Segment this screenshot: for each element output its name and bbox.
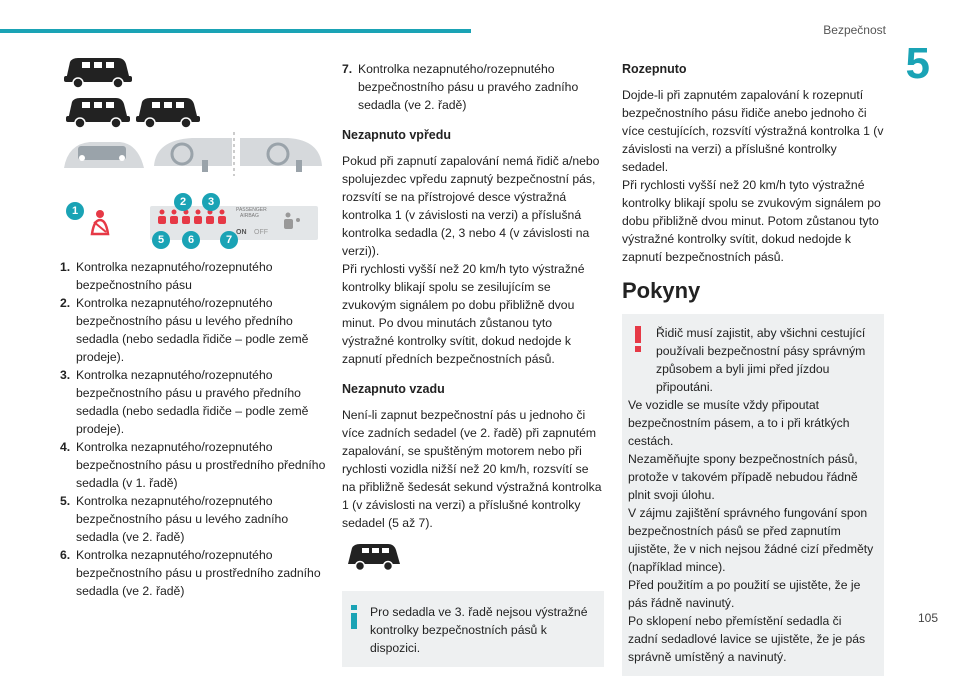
heading-front: Nezapnuto vpředu (342, 128, 452, 142)
van-icon (342, 542, 402, 572)
van-icon (66, 98, 130, 128)
list-item: 4. Kontrolka nezapnutého/rozepnutého bezpečnostního pásu u prostředního předního sedadla (v 1. řadě) (60, 440, 326, 490)
heading-instructions: Pokyny (622, 278, 701, 303)
hint-text: Pro sedadla ve 3. řadě nejsou výstražné kontrolky bezpečnostních pásů k dispozici. (370, 605, 588, 655)
callout-2: 2 (174, 193, 192, 211)
instruction-line: Před použitím a po použití se ujistěte, že je pás řádně navinutý. (628, 578, 861, 610)
seatbelt-warning-figure (58, 48, 328, 248)
van-icon (64, 58, 132, 88)
instruction-line: V zájmu zajištění správného fungování spon bezpečnostních pásů se před zapnutím ujistěte, že v nich nejsou žádné cizí předměty (například mince). (628, 506, 874, 574)
list-item: 6. Kontrolka nezapnutého/rozepnutého bezpečnostního pásu u prostředního zadního sedadla (ve 2. řadě) (60, 548, 321, 598)
dashboard-icon (64, 142, 144, 168)
indicator-list-column (60, 258, 330, 600)
page-number: 105 (917, 611, 938, 625)
unbuckling-paragraph-2: Při rychlosti vyšší než 20 km/h tyto výstražné kontrolky blikají spolu se zvukovým signálem po dobu přibližně dvou minut. Potom zůstanou tyto výstražné kontrolky svítit, dokud nedojde k zapnutí bezpečnostních pásů. (622, 178, 881, 264)
seatbelt-warning-icon (92, 210, 108, 234)
chapter-number: 5 (905, 39, 930, 88)
front-paragraph-2: Při rychlosti vyšší než 20 km/h tyto výstražné kontrolky blikají spolu se zesilujícím se zvukovým signálem po dobu přibližně dvou minut. Po dvou minutách zůstanou tyto výstražné kontrolky svítit, dokud nedojde k zapnutí předních bezpečnostních pásů. (342, 262, 585, 366)
front-paragraph-1: Pokud při zapnutí zapalování nemá řidič a/nebo spolujezdec vpředu zapnutý bezpečnostní pás, rozsvítí se na přístrojové desce výstražná kontrolka 1 (v závislosti na verzi) a příslušná kontrolka sedadla (2, 3 nebo 4 (v závislosti na verzi)). (342, 154, 600, 258)
instruction-line: Nezaměňujte spony bezpečnostních pásů, protože v takovém případě nebudou řádně plnit svoji úlohu. (628, 452, 858, 502)
header-accent-bar (0, 29, 471, 33)
callout-1: 1 (66, 202, 84, 220)
panel-passenger-airbag-label: PASSENGER (236, 207, 267, 213)
list-item: 7. Kontrolka nezapnutého/rozepnutého bezpečnostního pásu u pravého zadního sedadla (ve 2. řadě) (342, 62, 579, 112)
svg-text:AIRBAG: AIRBAG (240, 213, 259, 219)
callout-5: 5 (152, 231, 170, 249)
list-item: 1. Kontrolka nezapnutého/rozepnutého bezpečnostního pásu (60, 260, 273, 292)
list-item: 5. Kontrolka nezapnutého/rozepnutého bezpečnostního pásu u levého zadního sedadla (ve 2. řadě) (60, 494, 289, 544)
callout-6: 6 (182, 231, 200, 249)
callout-7: 7 (220, 231, 238, 249)
list-item: 2. Kontrolka nezapnutého/rozepnutého bezpečnostního pásu u levého předního sedadla (nebo sedadla řidiče – podle země prodeje). (60, 296, 309, 364)
heading-rear: Nezapnuto vzadu (342, 382, 445, 396)
list-item: 3. Kontrolka nezapnutého/rozepnutého bezpečnostního pásu u pravého předního sedadla (nebo sedadla řidiče – podle země prodeje). (60, 368, 309, 436)
heading-unbuckling: Rozepnuto (622, 62, 687, 76)
callout-3: 3 (202, 193, 220, 211)
warning-box (622, 314, 884, 676)
unbuckling-paragraph-1: Dojde-li při zapnutém zapalování k rozepnutí bezpečnostního pásu řidiče anebo jednoho či více cestujících, rozsvítí výstražná kontrolka 1 (v závislosti na verzi) a příslušné kontrolky sedadel. (622, 88, 884, 174)
instruction-line: Po sklopení nebo přemístění sedadla či zadní sedadlové lavice se ujistěte, že je pás správně umístěný a navinutý. (628, 614, 866, 664)
indicator-list (60, 258, 330, 600)
unbuckling-instructions-column (622, 60, 884, 676)
section-title: Bezpečnost (823, 23, 886, 37)
info-hint-box (342, 591, 604, 667)
front-rear-column (342, 60, 604, 667)
warning-icon (634, 326, 642, 352)
instruction-line: Ve vozidle se musíte vždy připoutat bezpečnostním pásem, a to i při krátkých cestách. (628, 398, 850, 448)
vehicle-and-dashboard-illustration (58, 48, 328, 248)
van-icon (136, 98, 200, 128)
dashboard-icon (240, 138, 322, 172)
svg-text:ON: ON (236, 229, 247, 236)
dashboard-icon (154, 138, 232, 172)
instruction-line: Řidič musí zajistit, aby všichni cestující používali bezpečnostní pásy správným způsobem a byli jimi před jízdou připoutáni. (656, 326, 866, 394)
svg-text:OFF: OFF (254, 229, 268, 236)
rear-paragraph-1: Není-li zapnut bezpečnostní pás u jednoho či více zadních sedadel (ve 2. řadě) při zapnutém zapalování, se spuštěným motorem nebo při rychlosti vozidla nižší než 20 km/h, rozsvítí se na přibližně šedesát sekund výstražná kontrolka 1 (v závislosti na verzi) a příslušné kontrolky sedadel (5 až 7). (342, 408, 602, 530)
info-icon (350, 605, 358, 629)
